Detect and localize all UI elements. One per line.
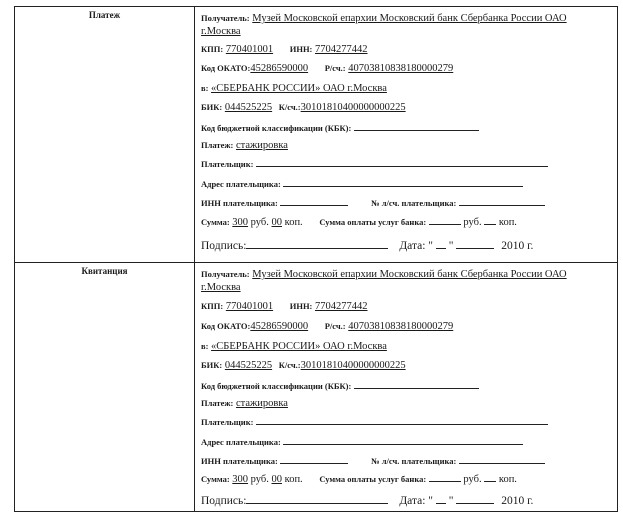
fee-label: Сумма оплаты услуг банка:: [319, 474, 427, 484]
recipient-row: [201, 12, 567, 25]
account-value: 40703810838180000279: [348, 321, 454, 332]
sum-kop: 00: [271, 217, 282, 228]
fee-kop-label: коп.: [498, 474, 517, 485]
payer-row: [201, 415, 548, 429]
address-field[interactable]: [283, 435, 523, 445]
bik-label: БИК:: [201, 360, 223, 370]
inn-value: 7704277442: [315, 301, 368, 312]
signature-row: [201, 239, 533, 253]
fee-kop-field[interactable]: [484, 215, 496, 225]
bank-value: «СБЕРБАНК РОССИИ» ОАО г.Москва: [211, 341, 387, 352]
sum-label: Сумма:: [201, 474, 230, 484]
account-label: Р/сч.:: [324, 63, 346, 73]
okato-value: 45286590000: [250, 321, 309, 332]
recipient-value: Музей Московской епархии Московский банк Сбербанка России ОАО: [252, 13, 567, 24]
payment-form: [14, 6, 618, 512]
purpose-value: стажировка: [235, 398, 288, 409]
receipt-title: Квитанция: [81, 266, 128, 276]
recipient-label: Получатель:: [201, 13, 250, 23]
bik-value: 044525225: [224, 102, 273, 113]
date-quote: ": [448, 240, 454, 252]
date-day-field[interactable]: [436, 239, 446, 249]
address-row: [201, 177, 523, 191]
bank-prefix: в:: [201, 341, 209, 351]
purpose-value: стажировка: [235, 140, 288, 151]
recipient-city: г.Москва: [201, 26, 241, 37]
account-label: Р/сч.:: [324, 321, 346, 331]
inn-label: ИНН:: [289, 301, 313, 311]
signature-label: Подпись:: [201, 495, 247, 507]
sum-rub: 300: [232, 474, 249, 485]
sum-label: Сумма:: [201, 217, 230, 227]
fee-rub-field[interactable]: [429, 472, 461, 482]
okato-account-row: [201, 320, 453, 333]
payment-left-column: [15, 7, 195, 262]
date-label: Дата: ": [399, 240, 433, 252]
purpose-row: [201, 139, 288, 152]
payer-account-label: № л/сч. плательщика:: [371, 456, 457, 466]
inn-value: 7704277442: [315, 44, 368, 55]
payer-field[interactable]: [256, 415, 548, 425]
bik-value: 044525225: [224, 360, 273, 371]
kbk-row: [201, 379, 479, 393]
recipient-label: Получатель:: [201, 269, 250, 279]
signature-field[interactable]: [246, 494, 388, 504]
inn-label: ИНН:: [289, 44, 313, 54]
address-label: Адрес плательщика:: [201, 437, 281, 447]
fee-rub-field[interactable]: [429, 215, 461, 225]
payer-field[interactable]: [256, 157, 548, 167]
payer-label: Плательщик:: [201, 159, 254, 169]
payer-inn-label: ИНН плательщика:: [201, 456, 278, 466]
okato-label: Код ОКАТО:: [201, 321, 251, 331]
fee-kop-field[interactable]: [484, 472, 496, 482]
payer-inn-field[interactable]: [280, 196, 348, 206]
payer-account-field[interactable]: [459, 196, 545, 206]
bik-row: [201, 359, 406, 372]
payer-inn-field[interactable]: [280, 454, 348, 464]
sum-rub: 300: [232, 217, 249, 228]
okato-account-row: [201, 62, 453, 75]
sum-kop: 00: [271, 474, 282, 485]
payer-inn-row: [201, 196, 545, 210]
recipient-row: [201, 268, 567, 281]
kop-label: коп.: [284, 474, 303, 485]
corr-value: 30101810400000000225: [300, 360, 406, 371]
kbk-field[interactable]: [354, 379, 479, 389]
kpp-inn-row: [201, 300, 368, 313]
kpp-value: 770401001: [225, 301, 274, 312]
okato-value: 45286590000: [250, 63, 309, 74]
bank-value: «СБЕРБАНК РОССИИ» ОАО г.Москва: [211, 83, 387, 94]
receipt-details: [201, 263, 613, 511]
rub-label: руб.: [250, 474, 269, 485]
payment-title: Платеж: [88, 10, 121, 20]
recipient-city: г.Москва: [201, 282, 241, 293]
kpp-inn-row: [201, 43, 368, 56]
payer-label: Плательщик:: [201, 417, 254, 427]
sum-row: [201, 215, 517, 229]
payer-account-field[interactable]: [459, 454, 545, 464]
kpp-value: 770401001: [225, 44, 274, 55]
payer-inn-row: [201, 454, 545, 468]
payer-account-label: № л/сч. плательщика:: [371, 198, 457, 208]
corr-label: К/сч.:: [278, 102, 301, 112]
bik-label: БИК:: [201, 102, 223, 112]
address-label: Адрес плательщика:: [201, 179, 281, 189]
corr-label: К/сч.:: [278, 360, 301, 370]
account-value: 40703810838180000279: [348, 63, 454, 74]
bank-prefix: в:: [201, 83, 209, 93]
purpose-label: Платеж:: [201, 398, 234, 408]
kbk-label: Код бюджетной классификации (КБК):: [201, 123, 352, 133]
payer-row: [201, 157, 548, 171]
kpp-label: КПП:: [201, 301, 224, 311]
purpose-label: Платеж:: [201, 140, 234, 150]
recipient-value: Музей Московской епархии Московский банк Сбербанка России ОАО: [252, 269, 567, 280]
signature-row: [201, 494, 533, 508]
fee-rub-label: руб.: [463, 474, 482, 485]
kbk-field[interactable]: [354, 121, 479, 131]
okato-label: Код ОКАТО:: [201, 63, 251, 73]
kpp-label: КПП:: [201, 44, 224, 54]
date-label: Дата: ": [399, 495, 433, 507]
receipt-left-column: [15, 263, 195, 511]
address-row: [201, 435, 523, 449]
rub-label: руб.: [250, 217, 269, 228]
payment-section: [15, 7, 617, 263]
signature-label: Подпись:: [201, 240, 247, 252]
date-month-field[interactable]: [456, 239, 494, 249]
recipient-row-2: [201, 281, 241, 294]
payer-inn-label: ИНН плательщика:: [201, 198, 278, 208]
corr-value: 30101810400000000225: [300, 102, 406, 113]
date-year: 2010 г.: [501, 240, 534, 252]
fee-kop-label: коп.: [498, 217, 517, 228]
kbk-label: Код бюджетной классификации (КБК):: [201, 381, 352, 391]
fee-rub-label: руб.: [463, 217, 482, 228]
kbk-row: [201, 121, 479, 135]
fee-label: Сумма оплаты услуг банка:: [319, 217, 427, 227]
bank-row: [201, 340, 387, 353]
bank-row: [201, 82, 387, 95]
recipient-row-2: [201, 25, 241, 38]
date-month-field[interactable]: [456, 494, 494, 504]
date-day-field[interactable]: [436, 494, 446, 504]
sum-row: [201, 472, 517, 486]
address-field[interactable]: [283, 177, 523, 187]
signature-field[interactable]: [246, 239, 388, 249]
receipt-section: [15, 263, 617, 511]
bik-row: [201, 101, 406, 114]
date-year: 2010 г.: [501, 495, 534, 507]
kop-label: коп.: [284, 217, 303, 228]
payment-details: [201, 7, 613, 262]
purpose-row: [201, 397, 288, 410]
date-quote: ": [448, 495, 454, 507]
